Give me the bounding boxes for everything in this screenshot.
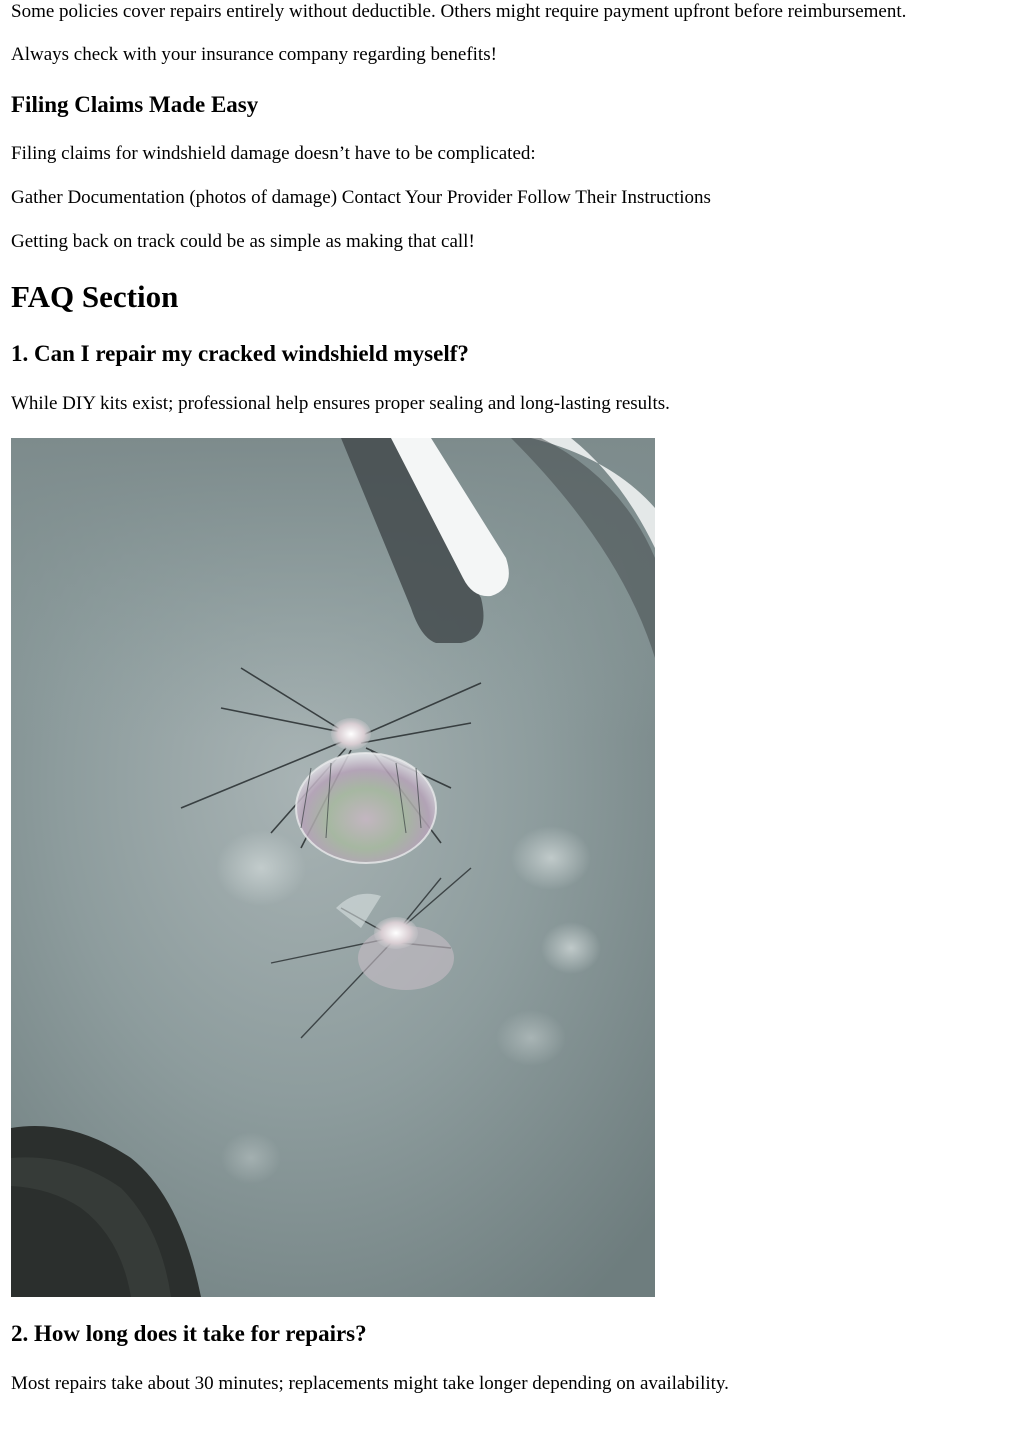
insurance-policies-text: Some policies cover repairs entirely without deductible. Others might require payment upfront before reimbursement. bbox=[11, 1, 907, 22]
faq-heading: FAQ Section bbox=[11, 279, 179, 314]
cracked-windshield-photo bbox=[11, 438, 655, 1297]
filing-claims-steps: Gather Documentation (photos of damage) Contact Your Provider Follow Their Instructions bbox=[11, 187, 711, 208]
faq-answer-1: While DIY kits exist; professional help ensures proper sealing and long-lasting results. bbox=[11, 393, 670, 414]
filing-claims-heading: Filing Claims Made Easy bbox=[11, 92, 259, 117]
insurance-check-text: Always check with your insurance company regarding benefits! bbox=[11, 44, 497, 65]
faq-question-1: 1. Can I repair my cracked windshield myself? bbox=[11, 341, 469, 366]
filing-claims-closing: Getting back on track could be as simple as making that call! bbox=[11, 231, 475, 252]
faq-answer-2: Most repairs take about 30 minutes; replacements might take longer depending on availability. bbox=[11, 1373, 729, 1394]
filing-claims-intro: Filing claims for windshield damage doesn’t have to be complicated: bbox=[11, 143, 536, 164]
faq-question-2: 2. How long does it take for repairs? bbox=[11, 1321, 367, 1346]
